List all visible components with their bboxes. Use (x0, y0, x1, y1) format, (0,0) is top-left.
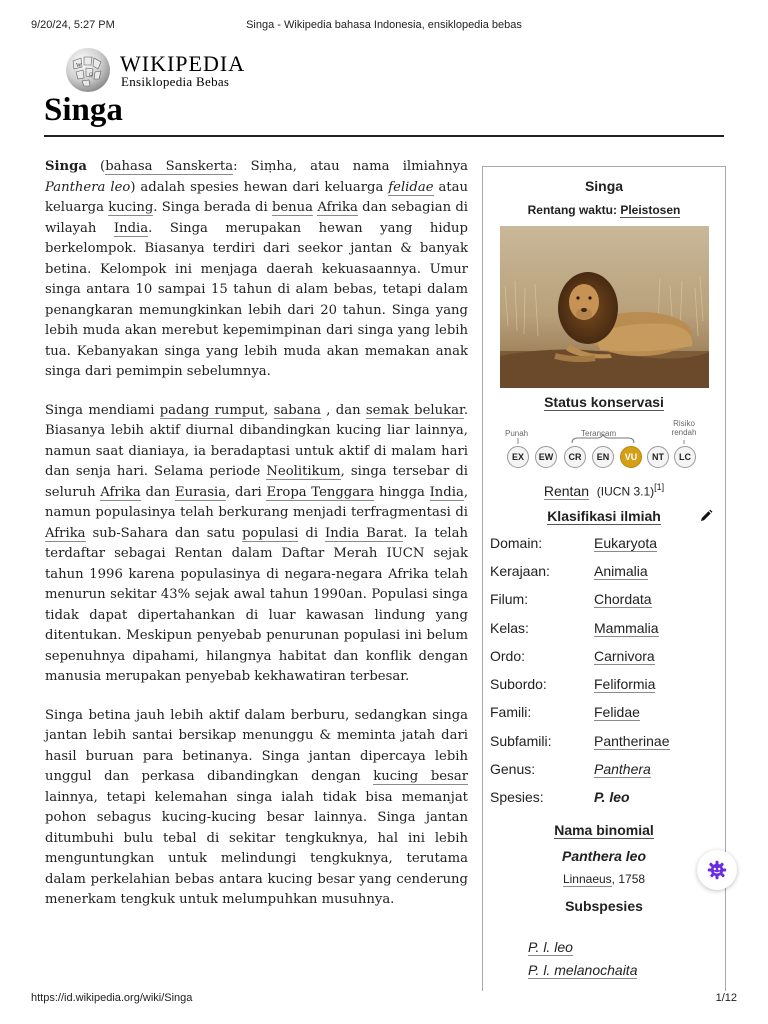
binomial-heading[interactable]: Nama binomial (554, 821, 654, 838)
link-afrika[interactable]: Afrika (317, 200, 358, 215)
text-run: ) adalah spesies hewan dari keluarga (130, 179, 389, 195)
text-run: Singa mendiami (45, 402, 160, 418)
status-en[interactable]: EN (592, 446, 614, 468)
text-run: : Siṃha, atau nama ilmiahnya (233, 159, 469, 174)
svg-text:Ω: Ω (89, 73, 93, 78)
taxonomy-row (483, 729, 725, 757)
taxonomy-rank: Subfamili: (490, 732, 552, 749)
text-run: ( (86, 159, 106, 174)
status-lc[interactable]: LC (674, 446, 696, 468)
status-vu-selected[interactable]: VU (620, 446, 642, 468)
status-ex[interactable]: EX (507, 446, 529, 468)
paragraph-2 (45, 401, 468, 688)
label-terancam: Terancam (581, 429, 617, 438)
label-risiko-rendah: Risiko rendah (671, 419, 697, 437)
taxonomy-rank: Spesies: (490, 789, 544, 806)
print-page-number: 1/12 (715, 992, 737, 1004)
label-punah: Punah (505, 429, 529, 438)
taxonomy-link[interactable]: Felidae (594, 704, 640, 721)
text-run: . Singa merupakan hewan yang hidup berkelompok. Biasanya terdiri dari seekor jantan & banyak betina. Kelompok ini menjaga daerah kekuasaannya. Umur singa antara 10 sampai 15 tahun di alam bebas, tetapi dalam penangkaran memungkinkan lebih dari 20 tahun. Singa yang lebih muda akan merebut kepemimpinan dari singa yang lebih tua. Kebanyakan singa yang lebih muda akan memakan anak singa dari pemimpin sebelumnya. (45, 220, 468, 379)
link-padang-rumput[interactable]: padang rumput (159, 402, 265, 418)
range-label: Rentang waktu: (527, 203, 621, 217)
text-run: . Biasanya lebih aktif diurnal dibandingkan kucing liar lainnya, namun saat dianiaya, ia beradaptasi untuk aktif di malam hari dan senja hari. Selama periode (45, 402, 469, 479)
link-pleistosen[interactable]: Pleistosen (620, 203, 681, 217)
taxonomy-value-cell (594, 563, 648, 579)
taxonomy-row (483, 785, 725, 813)
link-bahasa-sanskerta[interactable]: bahasa Sanskerta (105, 159, 234, 174)
taxonomy-rank: Kelas: (490, 619, 529, 636)
paragraph-3 (45, 706, 468, 911)
pencil-icon[interactable] (699, 509, 713, 523)
taxonomy-value-cell (594, 733, 670, 749)
conservation-brackets (483, 416, 725, 446)
text-run: di (298, 525, 326, 541)
temporal-range (483, 203, 725, 217)
taxonomy-value-cell (594, 648, 655, 664)
settings-button[interactable] (697, 850, 737, 890)
paragraph-1 (45, 157, 468, 383)
link-afrika[interactable]: Afrika (100, 484, 141, 500)
taxonomy-value-cell (594, 591, 652, 607)
link-india[interactable]: India (113, 220, 149, 236)
wikipedia-tagline: Ensiklopedia Bebas (121, 74, 230, 89)
link-felidae[interactable]: felidae (388, 179, 434, 195)
text-run: atau keluarga (45, 179, 468, 215)
taxonomy-rank: Kerajaan: (490, 562, 550, 579)
taxonomy-value-cell (594, 761, 651, 777)
svg-text:W: W (76, 63, 82, 69)
print-date: 9/20/24, 5:27 PM (31, 19, 115, 31)
iucn-source: (IUCN 3.1) (596, 484, 655, 499)
taxonomy-value-cell (594, 535, 657, 551)
settings-gear-icon (707, 860, 727, 880)
taxonomy-value-cell (594, 620, 659, 636)
text-run: , (264, 402, 274, 418)
taxonomy-link[interactable]: Chordata (594, 591, 652, 608)
taxonomy-link[interactable]: Carnivora (594, 647, 655, 664)
link-kucing-besar[interactable]: kucing besar (373, 769, 468, 784)
taxonomy-link[interactable]: Panthera (594, 761, 651, 778)
authority-year: , 1758 (611, 871, 646, 886)
link-linnaeus[interactable]: Linnaeus (562, 871, 612, 886)
taxonomy-value-cell (594, 704, 640, 720)
subspecies-item (528, 936, 725, 959)
taxonomy-rank: Domain: (490, 534, 543, 551)
taxonomy-row (483, 757, 725, 785)
taxobox (482, 166, 726, 991)
text-run: , singa tersebar di seluruh (45, 464, 468, 500)
title-divider (44, 135, 724, 137)
link-eurasia[interactable]: Eurasia (174, 484, 227, 500)
subspecies-link[interactable]: P. l. leo (528, 938, 573, 955)
text-run: lainnya, tetapi kelemahan singa ialah tidak bisa memanjat pohon sebagus kucing-kucing besar lainnya. Singa jantan ditumbuhi bulu tebal di sekitar tengkuknya, hal ini lebih menguntungkan untuk melindungi tengkuknya, terutama dalam perkelahian bebas antara kucing besar yang cenderung menerkam tengkuk untuk melumpuhkan musuhnya. (45, 789, 468, 907)
print-page-title: Singa - Wikipedia bahasa Indonesia, ensiklopedia bebas (246, 19, 522, 31)
status-nt[interactable]: NT (647, 446, 669, 468)
taxonomy-rank: Genus: (490, 761, 536, 778)
link-kucing[interactable]: kucing (108, 200, 154, 215)
taxonomy-value-cell (594, 789, 630, 805)
text-run: sub-Sahara dan satu (85, 525, 243, 541)
subspecies-heading: Subspesies (565, 897, 643, 914)
conservation-scale (483, 416, 725, 486)
link-populasi[interactable]: populasi (242, 525, 299, 541)
text-run: , dari (226, 484, 267, 500)
taxonomy-row (483, 587, 725, 615)
taxonomy-value-cell (594, 676, 655, 692)
taxonomy-link[interactable]: Animalia (594, 562, 648, 579)
link-neolitikum[interactable]: Neolitikum (266, 464, 341, 479)
taxonomy-row (483, 559, 725, 587)
conservation-status-heading[interactable]: Status konservasi (544, 394, 664, 410)
link-india[interactable]: India (429, 484, 464, 500)
binomial-name: Panthera leo (561, 847, 647, 864)
link-benua[interactable]: benua (271, 200, 314, 215)
link-india-barat[interactable]: India Barat (325, 525, 404, 541)
taxonomy-link[interactable]: Mammalia (594, 619, 659, 636)
taxonomy-row (483, 616, 725, 644)
reference-1[interactable]: [1] (654, 482, 665, 492)
scientific-name: Panthera leo (45, 179, 131, 195)
taxonomy-value: P. leo (594, 789, 630, 806)
subspecies-item (528, 959, 725, 982)
taxonomy-row (483, 644, 725, 672)
taxonomy-table (483, 531, 725, 814)
taxonomy-link[interactable]: Feliformia (594, 676, 656, 693)
link-eropa-tenggara[interactable]: Eropa Tenggara (266, 484, 375, 500)
link-semak-belukar[interactable]: semak belukar (365, 402, 464, 418)
text-run: dan (140, 484, 175, 500)
status-ew[interactable]: EW (535, 446, 557, 468)
taxonomy-row (483, 531, 725, 559)
text-run: hingga (374, 484, 430, 500)
lead-term: Singa (45, 159, 87, 174)
text-run: , namun populasinya telah berkurang menjadi terfragmentasi di (45, 484, 469, 520)
taxonomy-rank: Famili: (490, 704, 532, 721)
text-run: . Singa berada di (153, 200, 272, 215)
taxonomy-rank: Ordo: (490, 647, 526, 664)
wikipedia-globe-icon[interactable] (63, 45, 113, 93)
taxonomy-link[interactable]: Pantherinae (594, 732, 670, 749)
text-run: , dan (320, 402, 366, 418)
subspecies-link[interactable]: P. l. melanochaita (528, 961, 638, 978)
text-run: . Ia telah terdaftar sebagai Rentan dalam Daftar Merah IUCN sejak tahun 1996 karena populasinya di negara-negara Afrika telah menurun sekitar 43% sejak awal tahun 1990an. Populasi singa tidak dapat dipertahankan di luar kawasan lindung yang ditentukan. Meskipun penyebab penurunan populasi ini belum sepenuhnya dipahami, hilangnya habitat dan konflik dengan manusia merupakan penyebab kekhawatiran terbesar. (45, 525, 469, 684)
taxobox-name: Singa (584, 178, 624, 194)
classification-heading[interactable]: Klasifikasi ilmiah (483, 508, 725, 524)
text-run: Singa betina jauh lebih aktif dalam berburu, sedangkan singa jantan lebih santai bersikap menunggu & meminta jatah dari hasil buruan para betinanya. Singa jantan dipercaya lebih unggul dan perkasa dibandingkan dengan (45, 707, 468, 784)
wikipedia-wordmark[interactable]: WIKIPEDIA (120, 51, 246, 76)
subspecies-list (528, 936, 725, 982)
print-url: https://id.wikipedia.org/wiki/Singa (31, 992, 193, 1004)
taxonomy-rank: Filum: (490, 591, 529, 608)
taxonomy-link[interactable]: Eukaryota (594, 534, 658, 551)
text-run: dan sebagian di wilayah (45, 200, 468, 236)
link-sabana[interactable]: sabana (273, 402, 321, 418)
lion-photo[interactable] (500, 226, 709, 388)
binomial-authority (483, 872, 725, 886)
taxonomy-row (483, 672, 725, 700)
status-cr[interactable]: CR (564, 446, 586, 468)
taxonomy-rank: Subordo: (490, 676, 547, 693)
link-rentan[interactable]: Rentan (543, 482, 589, 499)
taxonomy-row (483, 700, 725, 728)
page-title: Singa (44, 92, 123, 128)
article-body (45, 157, 468, 929)
link-afrika[interactable]: Afrika (45, 525, 86, 541)
